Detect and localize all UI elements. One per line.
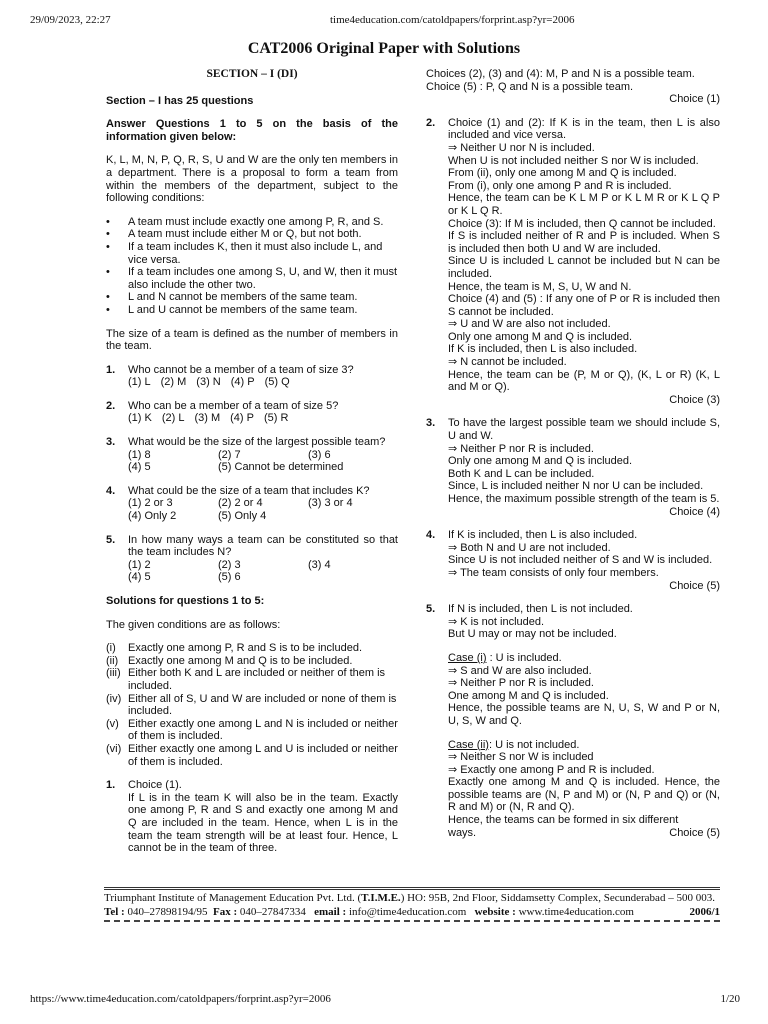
option: (2) L — [161, 412, 185, 425]
question-options — [128, 497, 398, 522]
solution-line: Since U is included L cannot be included but N can be included. — [448, 255, 720, 280]
solution-line: Since, L is included neither N nor U can be included. — [448, 480, 704, 493]
section-note: Section – I has 25 questions — [106, 94, 254, 107]
question-4 — [106, 485, 398, 523]
section-heading: SECTION – I (DI) — [206, 68, 298, 80]
option: (4) 5 — [128, 571, 151, 584]
solution-line: ⇒ Neither P nor R is included. — [448, 442, 594, 455]
question-text: In how many ways a team can be constituted so that the team includes N? — [128, 533, 398, 559]
solution-number: 3. — [426, 417, 436, 430]
solution-text: Choices (2), (3) and (4): M, P and N is a possible team. — [426, 68, 695, 80]
conditions-list — [106, 642, 398, 768]
solution-line: ways. — [448, 826, 477, 839]
solution-line: Choice (1) and (2): If K is in the team, then L is also included and vice versa. — [448, 116, 720, 142]
question-2 — [106, 400, 398, 425]
solution-line: But U may or may not be included. — [448, 628, 617, 641]
footer-tel: 040–27898194/95 — [127, 906, 208, 918]
solution-5 — [426, 603, 720, 839]
question-5 — [106, 534, 398, 584]
condition-item: (iv) Either all of S, U and W are included or none of them is included. — [106, 692, 397, 718]
bullet-icon: • — [106, 215, 110, 228]
solution-line: If S is included neither of R and P is included. When S is included then both U and W are included. — [448, 230, 720, 255]
option: (5) R — [263, 412, 289, 425]
solution-line: Only one among M and Q is included. — [448, 330, 633, 343]
option: (2) 7 — [218, 448, 241, 461]
choice-answer: Choice (1) — [669, 93, 720, 106]
solution-line: To have the largest possible team we should include S, U and W. — [448, 417, 720, 443]
footer-institute-line: Triumphant Institute of Management Education Pvt. Ltd. (T.I.M.E.) HO: 95B, 2nd Floor, Siddamsetty Complex, Secunderabad – 500 003. — [104, 892, 715, 904]
question-3 — [106, 436, 398, 474]
option: (4) Only 2 — [128, 510, 177, 523]
option: (5) Only 4 — [218, 510, 267, 523]
condition-item: (v) Either exactly one among L and N is included or neither of them is included. — [106, 717, 398, 743]
option: (2) M — [160, 376, 187, 389]
left-column — [106, 68, 398, 866]
footer-email: info@time4education.com — [348, 906, 467, 918]
case-2-heading: Case (ii): U is not included. — [448, 738, 580, 751]
solution-line: ⇒ Neither U nor N is included. — [448, 141, 595, 154]
case-1-heading: Case (i) : U is included. — [448, 651, 562, 664]
instruction: Answer Questions 1 to 5 on the basis of the information given below: — [106, 118, 398, 143]
solution-line: If K is included, then L is also included. — [448, 343, 638, 356]
bullet-item: • If a team includes K, then it must also include L, and vice versa. — [106, 240, 383, 266]
footer-contact-line: Tel : 040–27898194/95 Fax : 040–27847334 email : info@time4education.com website : www.time4education.com 2006/1 — [104, 906, 720, 918]
solution-line: When U is not included neither S nor W is included. — [448, 154, 699, 167]
question-text: Who can be a member of a team of size 5? — [128, 399, 339, 412]
bullet-item: • A team must include exactly one among P, R, and S. — [106, 215, 384, 228]
question-number: 1. — [106, 363, 116, 376]
question-options — [128, 412, 398, 425]
print-page-number: 1/20 — [720, 993, 740, 1005]
solution-3 — [426, 417, 720, 518]
question-text: What could be the size of a team that includes K? — [128, 484, 370, 497]
option: (2) 3 — [218, 558, 241, 571]
option: (1) 2 or 3 — [128, 497, 173, 510]
solution-number: 2. — [426, 116, 436, 129]
solution-4 — [426, 529, 720, 592]
option: (4) P — [230, 412, 254, 425]
solution-line: One among M and Q is included. — [448, 689, 609, 702]
bullet-item: • L and N cannot be members of the same team. — [106, 291, 358, 304]
bullet-icon: • — [106, 303, 110, 316]
solution-line: If K is included, then L is also included. — [448, 529, 638, 542]
choice-answer: Choice (5) — [669, 826, 720, 839]
solution-1-continued — [426, 68, 720, 106]
solution-line: ⇒ The team consists of only four members. — [448, 566, 659, 579]
option: (4) 5 — [128, 461, 151, 474]
page-footer — [104, 887, 720, 922]
solution-line: Hence, the team can be K L M P or K L M R or K L Q P or K L Q R. — [448, 192, 720, 217]
option: (1) L — [128, 376, 151, 389]
solution-line: From (i), only one among P and R is included. — [448, 179, 672, 192]
choice-answer: Choice (5) — [669, 579, 720, 592]
solution-line: Hence, the team is M, S, U, W and N. — [448, 280, 632, 293]
option: (1) 2 — [128, 558, 151, 571]
right-column — [426, 68, 720, 850]
solution-head: Choice (1). — [128, 779, 182, 792]
solution-line: ⇒ Both N and U are not included. — [448, 541, 611, 554]
question-options — [128, 449, 398, 474]
solution-line: ⇒ Neither P nor R is included. — [448, 677, 594, 690]
footer-dashed-divider — [104, 920, 720, 922]
option: (3) N — [196, 376, 221, 389]
question-options — [128, 559, 398, 584]
solution-line: Exactly one among M and Q is included. Hence, the possible teams are (N, P and M) or (N, P and Q) or (N, R and M) or (N, R and Q). — [448, 776, 720, 814]
solution-line: Choice (4) and (5) : If any one of P or R is included then S cannot be included. — [448, 293, 720, 318]
print-page-url: time4education.com/catoldpapers/forprint.asp?yr=2006 — [330, 14, 575, 26]
solution-number: 1. — [106, 779, 116, 792]
option: (1) K — [128, 412, 152, 425]
solution-line: ⇒ Neither S nor W is included — [448, 751, 594, 764]
option: (4) P — [230, 376, 255, 389]
size-definition: The size of a team is defined as the number of members in the team. — [106, 327, 398, 353]
solution-line: Only one among M and Q is included. — [448, 455, 633, 468]
question-options — [128, 376, 398, 389]
solution-line: From (ii), only one among M and Q is included. — [448, 167, 677, 180]
solutions-heading: Solutions for questions 1 to 5: — [106, 595, 265, 607]
solution-line: Hence, the maximum possible strength of the team is 5. — [448, 493, 720, 505]
question-text: What would be the size of the largest possible team? — [128, 436, 386, 449]
question-number: 5. — [106, 533, 116, 546]
solution-line: If N is included, then L is not included. — [448, 603, 633, 616]
bullet-icon: • — [106, 291, 110, 304]
condition-item: (ii) Exactly one among M and Q is to be included. — [106, 654, 353, 667]
solution-line: ⇒ N cannot be included. — [448, 356, 567, 369]
solution-number: 4. — [426, 529, 436, 542]
question-number: 2. — [106, 399, 116, 412]
solution-text: If L is in the team K will also be in the team. Exactly one among P, R and S and exactly one among M and Q are included in the team. Hence, when L is in the team the team strength will be at least four. Hence, L cannot be in the team of three. — [128, 791, 398, 855]
solution-text: Choice (5) : P, Q and N is a possible team. — [426, 80, 634, 93]
solution-line: ⇒ S and W are also included. — [448, 664, 592, 677]
solution-line: Choice (3): If M is included, then Q cannot be included. — [448, 217, 716, 230]
solution-line: Hence, the teams can be formed in six different — [448, 814, 679, 827]
conditions-bullet-list — [106, 216, 398, 317]
given-conditions-intro: The given conditions are as follows: — [106, 618, 281, 631]
solution-final-line — [448, 827, 720, 840]
option: (3) 3 or 4 — [308, 497, 353, 510]
option: (2) 2 or 4 — [218, 497, 263, 510]
bullet-item: • A team must include either M or Q, but not both. — [106, 228, 362, 241]
solution-line: Hence, the possible teams are N, U, S, W and P or N, U, S, W and Q. — [448, 702, 720, 727]
option: (1) 8 — [128, 448, 151, 461]
condition-item: (vi) Either exactly one among L and U is included or neither of them is included. — [106, 742, 398, 768]
solution-line: Both K and L can be included. — [448, 467, 595, 480]
bullet-icon: • — [106, 266, 110, 279]
print-footer-url: https://www.time4education.com/catoldpapers/forprint.asp?yr=2006 — [30, 993, 331, 1005]
solution-line: Since U is not included neither of S and W is included. — [448, 554, 713, 567]
solution-1 — [106, 779, 398, 855]
solution-number: 5. — [426, 603, 436, 616]
option: (3) 6 — [308, 448, 331, 461]
bullet-item: • L and U cannot be members of the same team. — [106, 303, 358, 316]
option: (5) Cannot be determined — [218, 461, 344, 474]
option: (5) 6 — [218, 571, 241, 584]
condition-item: (i) Exactly one among P, R and S is to be included. — [106, 642, 362, 655]
choice-answer: Choice (3) — [669, 393, 720, 406]
bullet-item: • If a team includes one among S, U, and W, then it must also include the other two. — [106, 266, 398, 291]
intro-paragraph: K, L, M, N, P, Q, R, S, U and W are the only ten members in a department. There is a proposal to form a team from within the members of the department, subject to the following conditions: — [106, 154, 398, 205]
page-code: 2006/1 — [689, 906, 720, 918]
solution-2 — [426, 117, 720, 407]
option: (3) 4 — [308, 558, 331, 571]
option: (3) M — [194, 412, 221, 425]
solution-line: Hence, the team can be (P, M or Q), (K, L or R) (K, L and M or Q). — [448, 368, 720, 394]
question-text: Who cannot be a member of a team of size 3? — [128, 363, 354, 376]
bullet-icon: • — [106, 228, 110, 241]
solution-line: ⇒ Exactly one among P and R is included. — [448, 763, 655, 776]
print-datetime: 29/09/2023, 22:27 — [30, 14, 111, 26]
option: (5) Q — [264, 376, 290, 389]
choice-answer: Choice (4) — [669, 505, 720, 518]
solution-line: ⇒ U and W are also not included. — [448, 318, 611, 331]
question-number: 4. — [106, 484, 116, 497]
footer-fax: 040–27847334 — [239, 906, 306, 918]
bullet-icon: • — [106, 240, 110, 253]
question-number: 3. — [106, 436, 116, 449]
footer-website: www.time4education.com — [518, 906, 634, 918]
page-title: CAT2006 Original Paper with Solutions — [247, 40, 521, 57]
question-1 — [106, 364, 398, 389]
solution-line: ⇒ K is not included. — [448, 615, 545, 628]
condition-item: (iii) Either both K and L are included or neither of them is included. — [106, 667, 386, 692]
